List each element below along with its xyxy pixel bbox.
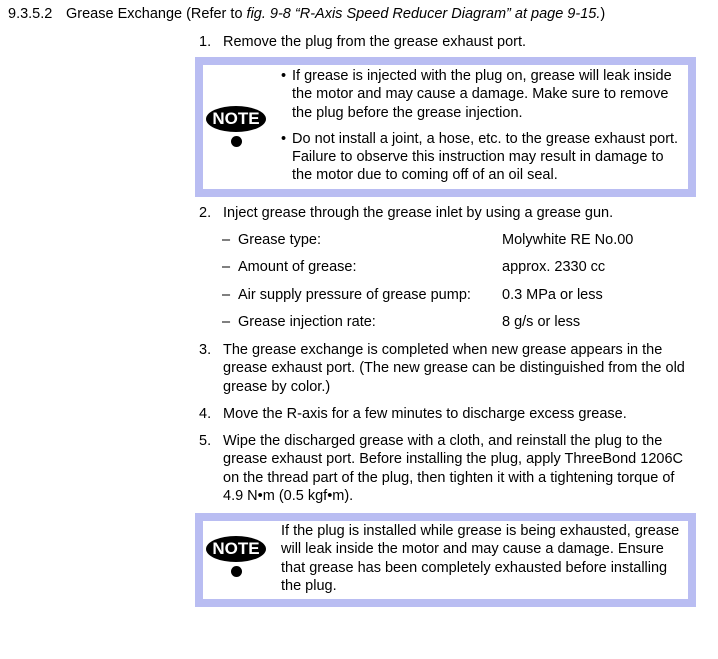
spec-value: 0.3 MPa or less — [502, 287, 603, 303]
spec-dash: – — [222, 232, 231, 248]
step-1 — [199, 33, 694, 51]
spec-label: Air supply pressure of grease pump: — [238, 287, 471, 303]
note-box-plug-install — [195, 513, 696, 607]
step-text: The grease exchange is completed when new grease appears in the grease exhaust port. (The new grease can be distinguished from the old grease by color.) — [223, 342, 685, 395]
step-4 — [199, 405, 694, 423]
section-heading — [8, 6, 605, 23]
spec-value: approx. 2330 cc — [502, 259, 606, 275]
spec-dash: – — [222, 259, 231, 275]
step-text: Inject grease through the grease inlet by using a grease gun. — [223, 205, 614, 221]
spec-label: Amount of grease: — [238, 259, 357, 275]
spec-dash: – — [222, 287, 231, 303]
step-2 — [199, 204, 694, 222]
step-text: Move the R-axis for a few minutes to discharge excess grease. — [223, 406, 627, 422]
spec-label: Grease type: — [238, 232, 322, 248]
note-text: If the plug is installed while grease is being exhausted, grease will leak inside the motor and may cause a damage. Ensure that grease has been completely exhausted before installing the plug. — [281, 523, 680, 594]
spec-dash: – — [222, 314, 231, 330]
bullet-glyph: • — [281, 68, 287, 84]
note-bullet-item — [281, 130, 679, 185]
note-box-plug-removal — [195, 57, 696, 197]
note-bullet-list — [281, 67, 679, 193]
step-number: 4. — [199, 406, 212, 422]
step-number: 2. — [199, 205, 212, 221]
note-bullet-text: Do not install a joint, a hose, etc. to the grease exhaust port. Failure to observe this instruction may result in damage to the motor due to coming off of an oil seal. — [292, 130, 679, 184]
step-number: 1. — [199, 34, 212, 50]
section-title-close: ) — [600, 6, 606, 22]
spec-value: Molywhite RE No.00 — [502, 232, 634, 248]
step-3 — [199, 341, 694, 396]
note-bullet-text: If grease is injected with the plug on, grease will leak inside the motor and may cause a damage. Make sure to remove the plug before the grease injection. — [292, 68, 672, 121]
figure-reference-link[interactable]: fig. 9-8 “R-Axis Speed Reducer Diagram” at page 9-15. — [246, 6, 601, 22]
step-5 — [199, 432, 694, 505]
note-label: NOTE — [212, 109, 260, 128]
note-label: NOTE — [212, 539, 260, 558]
step-text: Remove the plug from the grease exhaust port. — [223, 34, 527, 50]
note-dot-shape — [231, 566, 242, 577]
spec-value: 8 g/s or less — [502, 314, 581, 330]
step-text: Wipe the discharged grease with a cloth, and reinstall the plug to the grease exhaust port. Before installing the plug, apply ThreeBond 1206C on the thread part of the plug, then tighten it with a tightening torque of 4.9 N•m (0.5 kgf•m). — [223, 433, 684, 504]
note-dot-shape — [231, 136, 242, 147]
spec-label: Grease injection rate: — [238, 314, 376, 330]
section-number: 9.3.5.2 — [8, 6, 53, 22]
note-bullet-item — [281, 67, 679, 122]
section-title: Grease Exchange (Refer to — [66, 6, 247, 22]
bullet-glyph: • — [281, 130, 287, 147]
step-number: 5. — [199, 433, 212, 449]
step-number: 3. — [199, 342, 212, 358]
